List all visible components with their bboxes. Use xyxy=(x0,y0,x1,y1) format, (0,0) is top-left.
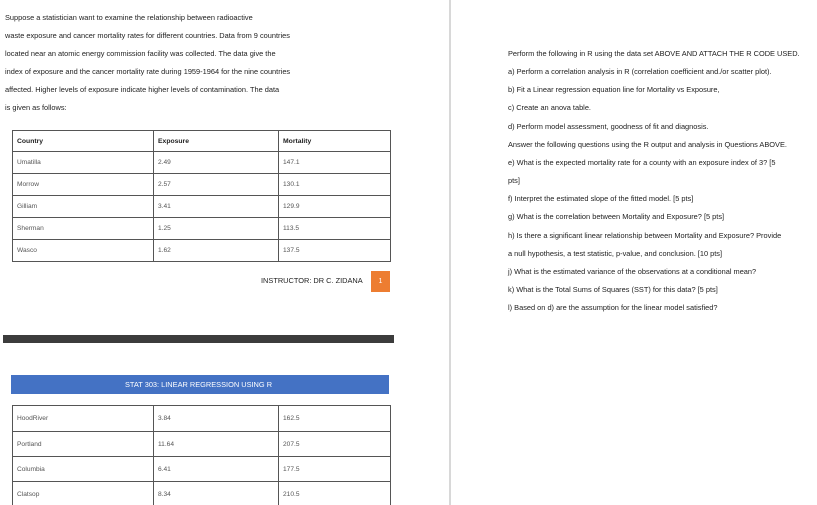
instruction-line: Answer the following questions using the R output and analysis in Questions ABOVE. xyxy=(508,140,787,149)
document-page-right xyxy=(451,0,817,505)
question-item: f) Interpret the estimated slope of the fitted model. [5 pts] xyxy=(508,194,694,203)
table-header-row xyxy=(13,131,391,152)
cell-exposure: 11.64 xyxy=(154,432,279,457)
cell-country: Umatilla xyxy=(13,152,154,174)
instructor-footer: INSTRUCTOR: DR C. ZIDANA xyxy=(261,276,363,285)
page-break-bar xyxy=(3,335,394,343)
table-row xyxy=(13,174,391,196)
cell-exposure: 1.25 xyxy=(154,218,279,240)
header-mortality: Mortality xyxy=(279,131,391,152)
cell-country: Morrow xyxy=(13,174,154,196)
table-row xyxy=(13,482,391,505)
cell-country: Wasco xyxy=(13,240,154,262)
intro-line: index of exposure and the cancer mortality rate during 1959-1964 for the nine countries xyxy=(5,67,291,76)
table-row xyxy=(13,218,391,240)
cell-mortality: 147.1 xyxy=(279,152,391,174)
question-item: a) Perform a correlation analysis in R (correlation coefficient and./or scatter plot). xyxy=(508,67,772,76)
data-table-bottom xyxy=(12,405,391,505)
cell-country: Portland xyxy=(13,432,154,457)
page-number-badge: 1 xyxy=(371,271,390,292)
table-row xyxy=(13,406,391,432)
cell-mortality: 210.5 xyxy=(279,482,391,505)
header-exposure: Exposure xyxy=(154,131,279,152)
data-table-top xyxy=(12,130,391,262)
cell-country: Clatsop xyxy=(13,482,154,505)
question-item: g) What is the correlation between Mortality and Exposure? [5 pts] xyxy=(508,212,725,221)
question-item: c) Create an anova table. xyxy=(508,103,591,112)
cell-exposure: 6.41 xyxy=(154,457,279,482)
cell-exposure: 3.84 xyxy=(154,406,279,432)
header-country: Country xyxy=(13,131,154,152)
cell-mortality: 177.5 xyxy=(279,457,391,482)
table-row xyxy=(13,196,391,218)
cell-exposure: 2.57 xyxy=(154,174,279,196)
intro-line: is given as follows: xyxy=(5,103,67,112)
question-item: a null hypothesis, a test statistic, p-value, and conclusion. [10 pts] xyxy=(508,249,723,258)
cell-exposure: 1.62 xyxy=(154,240,279,262)
cell-country: Gilliam xyxy=(13,196,154,218)
cell-mortality: 130.1 xyxy=(279,174,391,196)
course-header-banner xyxy=(11,375,389,394)
table-row xyxy=(13,152,391,174)
question-item: d) Perform model assessment, goodness of fit and diagnosis. xyxy=(508,122,709,131)
table-row xyxy=(13,240,391,262)
question-item: b) Fit a Linear regression equation line for Mortality vs Exposure, xyxy=(508,85,720,94)
intro-line: located near an atomic energy commission facility was collected. The data give the xyxy=(5,49,276,58)
question-item: e) What is the expected mortality rate for a county with an exposure index of 3? [5 xyxy=(508,158,776,167)
question-item: j) What is the estimated variance of the observations at a conditional mean? xyxy=(508,267,757,276)
cell-mortality: 162.5 xyxy=(279,406,391,432)
cell-country: Columbia xyxy=(13,457,154,482)
cell-mortality: 137.5 xyxy=(279,240,391,262)
question-item: k) What is the Total Sums of Squares (SST) for this data? [5 pts] xyxy=(508,285,718,294)
course-header-text: STAT 303: LINEAR REGRESSION USING R xyxy=(125,380,273,389)
question-item: l) Based on d) are the assumption for the linear model satisfied? xyxy=(508,303,718,312)
question-item: h) Is there a significant linear relationship between Mortality and Exposure? Provide xyxy=(508,231,782,240)
cell-exposure: 2.49 xyxy=(154,152,279,174)
table-row xyxy=(13,457,391,482)
intro-line: Suppose a statistician want to examine the relationship between radioactive xyxy=(5,13,253,22)
cell-mortality: 113.5 xyxy=(279,218,391,240)
cell-country: HoodRiver xyxy=(13,406,154,432)
intro-line: affected. Higher levels of exposure indicate higher levels of contamination. The data xyxy=(5,85,280,94)
cell-mortality: 207.5 xyxy=(279,432,391,457)
cell-country: Sherman xyxy=(13,218,154,240)
question-item: pts] xyxy=(508,176,520,185)
intro-line: waste exposure and cancer mortality rates for different countries. Data from 9 countries xyxy=(5,31,290,40)
instruction-line: Perform the following in R using the data set ABOVE AND ATTACH THE R CODE USED. xyxy=(508,49,800,58)
cell-mortality: 129.9 xyxy=(279,196,391,218)
table-row xyxy=(13,432,391,457)
cell-exposure: 3.41 xyxy=(154,196,279,218)
cell-exposure: 8.34 xyxy=(154,482,279,505)
